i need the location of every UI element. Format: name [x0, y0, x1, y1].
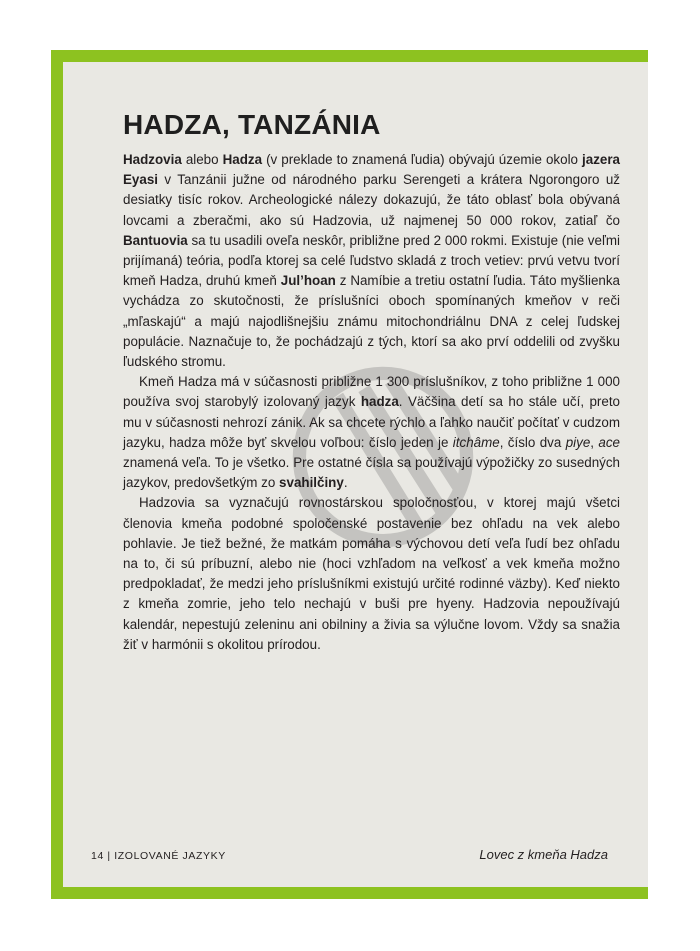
page-footer [91, 850, 226, 862]
page-border [51, 50, 648, 899]
word-example: itchâme [452, 434, 500, 450]
term: jazera Eyasi [123, 152, 620, 188]
image-caption: Lovec z kmeňa Hadza [479, 847, 608, 862]
page-number: 14 [91, 850, 104, 862]
text-run: alebo [181, 152, 223, 167]
text-run: , [590, 434, 599, 450]
word-example: ace [598, 434, 620, 450]
paragraph-2 [123, 372, 620, 493]
text-run: Kmeň Hadza má v súčasnosti približne 1 300 príslušníkov, z toho približne 1 000 používa svoj starobylý izolovaný jazyk [123, 374, 620, 410]
text-run: sa tu usadili oveľa neskôr, približne pred 2 000 rokmi. Existuje (nie veľmi prijímaná) teória, podľa ktorej sa celé ľudstvo skladá z troch vetiev: prvú vetvu tvorí kmeň Hadza, druhú kmeň [123, 232, 620, 289]
footer-separator: | [107, 850, 111, 862]
text-run: z Namíbie a tretiu ostatní ľudia. Táto myšlienka vychádza zo skutočnosti, že príslušníci oboch spomínaných kmeňov v reči „mľaskajú“ a majú najodlišnejšiu známu mitochondriálnu DNA z celej ľudskej populácie. Naznačuje to, že pochádzajú z tých, ktorí sa ako prví oddelili od zvyšku ľudského stromu. [123, 273, 621, 370]
content-panel [63, 62, 648, 887]
paragraph-3: Hadzovia sa vyznačujú rovnostárskou spoločnosťou, v ktorej majú všetci členovia kmeňa podobné spoločenské postavenie bez ohľadu na vek alebo pohlavie. Je tiež bežné, že matkám pomáha s výchovou detí veľa ľudí bez ohľadu na to, či sú príbuzní, alebo nie (hoci vzhľadom na veľkosť a vek kmeňa možno predpokladať, že medzi jeho príslušníkmi existujú určité rodinné väzby). Keď niekto z kmeňa zomrie, jeho telo nechajú v buši pre hyeny. Hadzovia nepoužívajú kalendár, nepestujú zeleninu ani obilniny a živia sa výlučne lovom. Vždy sa snažia žiť v harmónii s okolitou prírodou. [123, 495, 620, 652]
paragraph-1 [123, 150, 620, 372]
term: Hadza [222, 152, 263, 167]
text-run: (v preklade to znamená ľudia) obývajú územie okolo [262, 152, 583, 167]
page-title: HADZA, TANZÁNIA [123, 109, 381, 140]
term: hadza [360, 394, 399, 410]
term: Jul’hoan [280, 273, 336, 289]
text-run: . [343, 475, 348, 491]
term: Bantuovia [123, 232, 188, 248]
word-example: piye [565, 434, 591, 450]
article-body [123, 150, 620, 655]
text-run: znamená veľa. To je všetko. Pre ostatné čísla sa používajú výpožičky zo susedných jazykov, predovšetkým zo [123, 455, 620, 491]
section-name: IZOLOVANÉ JAZYKY [114, 850, 226, 862]
text-run: , číslo dva [499, 434, 566, 450]
term: Hadzovia [123, 152, 182, 167]
text-run: v Tanzánii južne od národného parku Serengeti a krátera Ngorongoro už desiatky tisíc rokov. Archeologické nálezy dokazujú, že táto oblasť bola obývaná lovcami a zberačmi, ako sú Hadzovia, už najmenej 50 000 rokov, zatiaľ čo [123, 172, 620, 228]
term: svahilčiny [279, 475, 344, 491]
text-run: . Väčšina detí sa ho stále učí, preto mu v súčasnosti nehrozí zánik. Ak sa chcete rýchlo a ľahko naučiť počítať v cudzom jazyku, hadza môže byť skvelou voľbou: číslo jeden je [123, 394, 621, 450]
